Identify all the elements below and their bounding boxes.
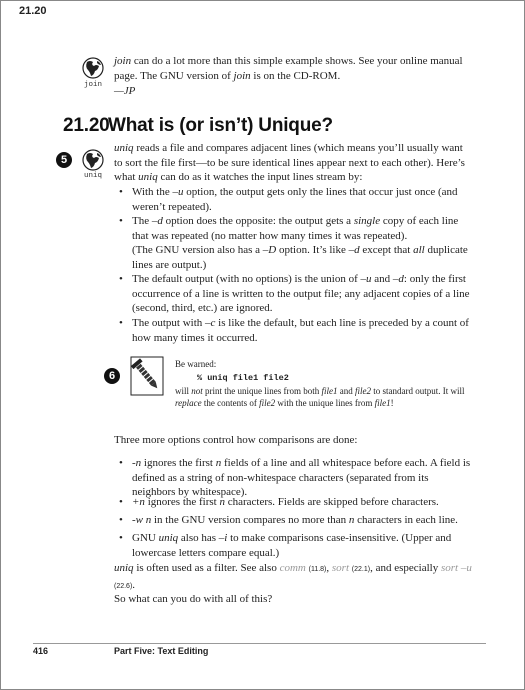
more-options-paragraph: Three more options control how comparisons are done: [114,434,358,446]
section-tab: 21.20 [19,5,47,17]
section-title: What is (or isn’t) Unique? [108,115,333,136]
cd-badge-5: 5 [56,152,72,168]
link-sort-u[interactable]: sort –u [440,562,472,574]
screw-warning-icon [130,356,164,396]
intro-paragraph: uniq reads a file and compares adjacent lines (which means you’ll usually want to sort the file first—to be sure identical lines appear next to each other). Here’s what uniq can do as it watches the input lines stream by: [114,142,465,183]
uniq-icon-label: uniq [83,172,102,180]
globe-cd-icon [82,149,104,171]
warning-body: will not print the unique lines from both file1 and file2 to standard output. It will replace the contents of file2 with the unique lines from file1! [175,386,465,408]
code-example: % uniq file1 file2 [197,372,289,383]
signature: —JP [114,85,136,97]
link-sort[interactable]: sort [331,562,350,574]
section-heading [63,115,333,137]
footer-rule [33,643,486,644]
cd-badge-6: 6 [104,368,120,384]
globe-cd-icon [82,57,104,79]
warning-note [175,359,475,409]
page-number: 416 [33,646,49,656]
see-also-paragraph: uniq is often used as a filter. See also comm (11.8), sort (22.1), and especially sort –u (22.6). [114,562,472,591]
part-title: Part Five: Text Editing [114,646,209,656]
section-number: 21.20 [63,115,110,136]
join-icon-label: join [83,81,102,89]
link-comm[interactable]: comm [279,562,306,574]
join-paragraph: join can do a lot more than this simple example shows. See your online manual page. The GNU version of join is on the CD-ROM. [114,55,463,82]
page: 21.20 join join can do a lot more than this simple example shows. See your online manual page. The GNU version of join is on the CD-ROM. —JP 21.20What is (or isn’t) Unique? 5 uniq uniq reads a file and compares adjacent lines (which means you’ll usually want to sort the file first—to be sure identical lines appear next to each other). Here’s what uniq can do as it watches the input lines stream by: • With the –u option, the output gets only the lines that occur just once (and weren’t repeated). • The –d option does the opposite: the output gets a single copy of each line that was repeated (no matter how many times it was repeated). (The GNU version also has a –D option. It’s like –d except that all duplicate lines are output.) • The default output (with no options) is the union of –u and –d: only the first occurrence of a line is written to the output file; any adjacent copies of a line (second, third, etc.) are ignored. • The output with –c is like the default, but each line is preceded by a count of how many times it occurred. 6 Be warned: % uniq file1 file2 will not print the unique lines from both file1 and file2 to standard output. It will replace the contents of file2 with the unique lines from file1! Three more options control how comparisons are done: • -n ignores the first n fields of a line and all whitespace before each. A field is defined as a string of non-whitespace characters (separated from its neighbors by whitespace). • +n ignores the first n characters. Fields are skipped before characters. • -w n in the GNU version compares no more than n characters in each line. • GNU uniq also has –i to make comparisons case-insensitive. (Upper and lowercase letters compare equal.) uniq is often used as a filter. See also comm (11.8), sort (22.1), and especially sort –u (22.6). So what can you do with all of this? 416 Part Five: Text Editing [0,0,525,690]
closing-paragraph: So what can you do with all of this? [114,593,273,605]
warning-lead: Be warned: [175,359,217,369]
